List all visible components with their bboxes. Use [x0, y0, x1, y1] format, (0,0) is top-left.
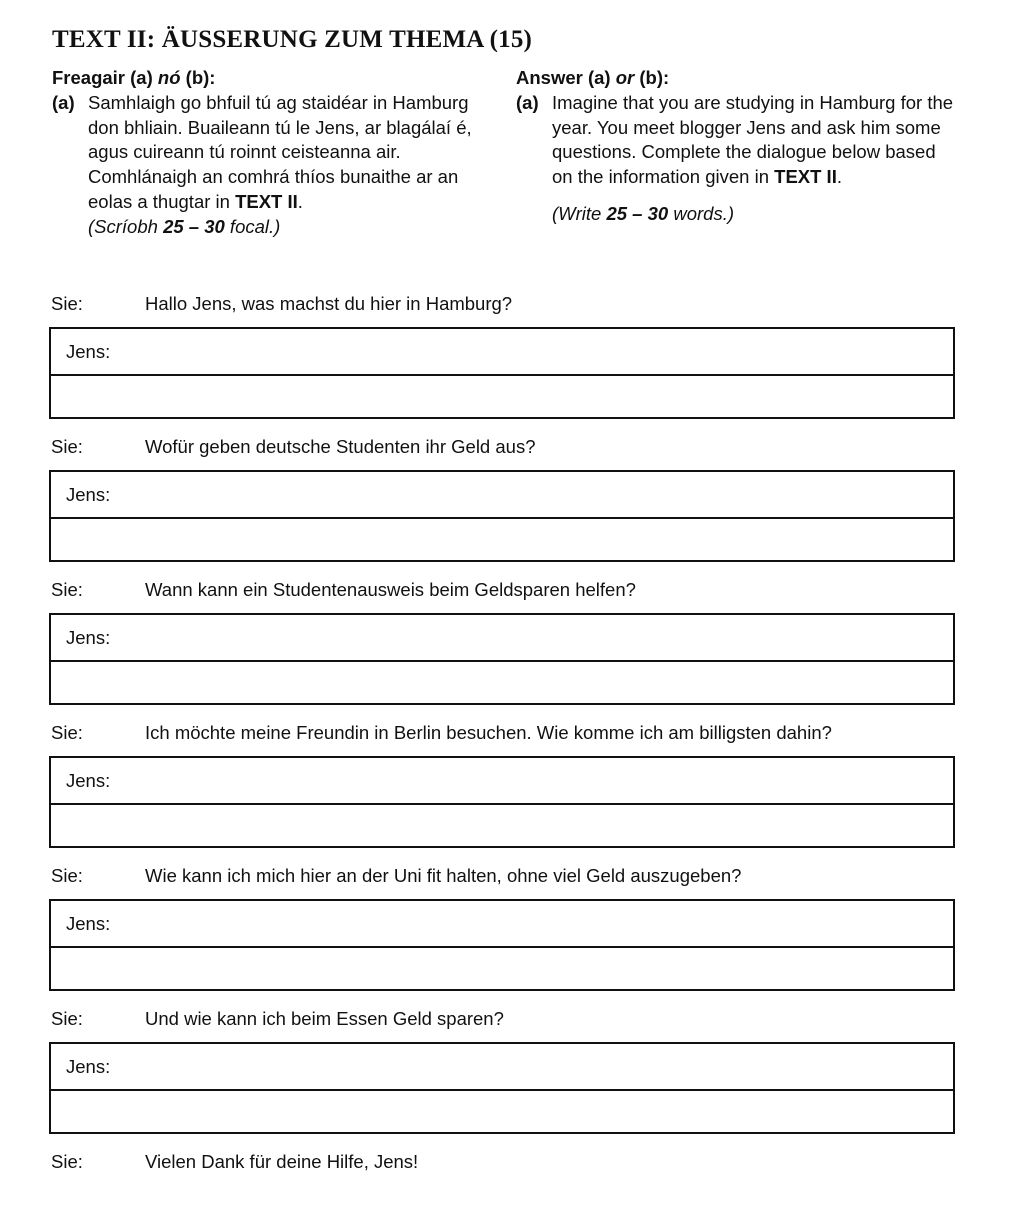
english-item-a — [516, 91, 956, 227]
closing-text: Vielen Dank für deine Hilfe, Jens! — [145, 1151, 419, 1172]
speaker-label: Sie: — [51, 436, 83, 457]
jens-label: Jens: — [51, 329, 953, 376]
dialogue — [49, 290, 955, 1176]
irish-item-a — [52, 91, 492, 240]
answer-line[interactable] — [51, 948, 953, 989]
question-text: Wofür geben deutsche Studenten ihr Geld aus? — [145, 436, 536, 457]
answer-box-5[interactable] — [49, 899, 955, 991]
jens-label: Jens: — [51, 901, 953, 948]
answer-box-3[interactable] — [49, 613, 955, 705]
irish-item-label: (a) — [52, 91, 75, 113]
answer-box-4[interactable] — [49, 756, 955, 848]
answer-line[interactable] — [51, 805, 953, 846]
irish-instructions — [52, 66, 492, 240]
irish-word-count: (Scríobh 25 – 30 focal.) — [88, 215, 281, 237]
sie-closing — [49, 1148, 955, 1176]
sie-question-1 — [49, 290, 955, 318]
question-text: Wann kann ein Studentenausweis beim Geldsparen helfen? — [145, 579, 636, 600]
sie-question-4 — [49, 719, 955, 747]
answer-line[interactable] — [51, 376, 953, 417]
jens-label: Jens: — [51, 1044, 953, 1091]
english-instruction-line: Answer (a) or (b): — [516, 67, 670, 88]
question-text: Wie kann ich mich hier an der Uni fit halten, ohne viel Geld auszugeben? — [145, 865, 742, 886]
question-text: Ich möchte meine Freundin in Berlin besuchen. Wie komme ich am billigsten dahin? — [145, 722, 832, 743]
answer-box-2[interactable] — [49, 470, 955, 562]
english-word-count: (Write 25 – 30 words.) — [552, 202, 734, 224]
answer-line[interactable] — [51, 662, 953, 703]
answer-box-6[interactable] — [49, 1042, 955, 1134]
speaker-label: Sie: — [51, 1008, 83, 1029]
sie-question-2 — [49, 433, 955, 461]
jens-label: Jens: — [51, 472, 953, 519]
irish-instruction-line: Freagair (a) nó (b): — [52, 67, 216, 88]
sie-question-5 — [49, 862, 955, 890]
english-item-label: (a) — [516, 91, 539, 113]
sie-question-6 — [49, 1005, 955, 1033]
speaker-label: Sie: — [51, 865, 83, 886]
sie-question-3 — [49, 576, 955, 604]
irish-item-text: Samhlaigh go bhfuil tú ag staidéar in Hamburg don bhliain. Buaileann tú le Jens, ar blagálaí é, agus cuireann tú roinnt ceisteanna air. Comhlánaigh an comhrá thíos bunaithe ar an eolas a thugtar in TEXT II. — [88, 91, 472, 212]
speaker-label: Sie: — [51, 579, 83, 600]
answer-box-1[interactable] — [49, 327, 955, 419]
question-text: Hallo Jens, was machst du hier in Hamburg? — [145, 293, 513, 314]
jens-label: Jens: — [51, 758, 953, 805]
speaker-label: Sie: — [51, 1151, 83, 1172]
answer-line[interactable] — [51, 1091, 953, 1132]
section-heading: TEXT II: ÄUSSERUNG ZUM THEMA (15) — [52, 26, 533, 53]
question-text: Und wie kann ich beim Essen Geld sparen? — [145, 1008, 504, 1029]
speaker-label: Sie: — [51, 722, 83, 743]
speaker-label: Sie: — [51, 293, 83, 314]
english-instructions — [516, 66, 956, 227]
english-item-text: Imagine that you are studying in Hamburg for the year. You meet blogger Jens and ask him some questions. Complete the dialogue below based on the information given in TEXT II. — [552, 91, 954, 188]
answer-line[interactable] — [51, 519, 953, 560]
jens-label: Jens: — [51, 615, 953, 662]
